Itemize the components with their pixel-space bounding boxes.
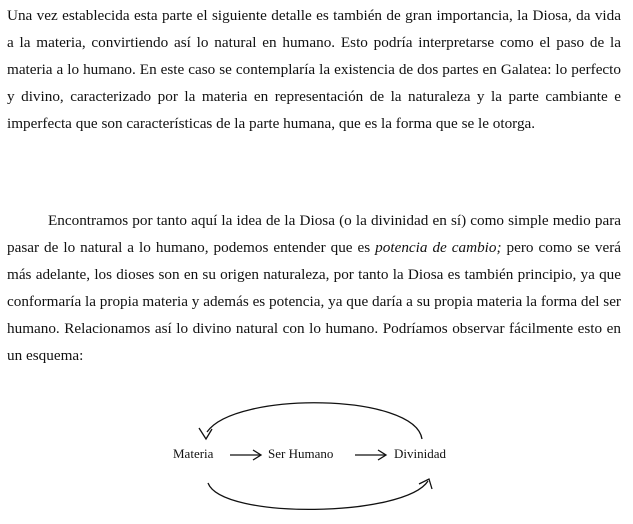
node-divinidad: Divinidad — [394, 446, 446, 461]
top-cycle-arc — [207, 403, 422, 439]
bottom-cycle-arc — [208, 481, 428, 509]
paragraph-2-text-start: Encontramos por tanto aquí la idea de la Diosa (o la divinidad en sí) como simple medio para pasar de lo natural a lo humano, podemos entender que es — [7, 212, 621, 257]
paragraph-2-text-end: pero como se verá más adelante, los dioses son en su origen naturaleza, por tanto la Diosa es también principio, ya que conformaría la propia materia y además es potencia, ya que daría a su propia materia la forma del ser humano. Relacionamos así lo divino natural con lo humano. Podríamos observar fácilmente esto en un esquema: — [7, 239, 621, 365]
paragraph-1: Una vez establecida esta parte el siguiente detalle es también de gran importancia, la Diosa, da vida a la materia, convirtiendo así lo natural en humano. Esto podría interpretarse como el paso de la materia a lo humano. En este caso se contemplaría la existencia de dos partes en Galatea: lo perfecto y divino, caracterizado por la materia en representación de la naturaleza y la parte cambiante e imperfecta que son características de la parte humana, que es la forma que se le otorga. — [7, 7, 621, 133]
node-ser-humano: Ser Humano — [268, 446, 334, 461]
paragraph-2 — [7, 207, 621, 370]
top-arc-arrowhead — [199, 428, 212, 439]
node-materia: Materia — [173, 446, 214, 461]
schema-diagram — [0, 395, 633, 524]
paragraph-2-italic-term: potencia de cambio; — [375, 239, 502, 257]
